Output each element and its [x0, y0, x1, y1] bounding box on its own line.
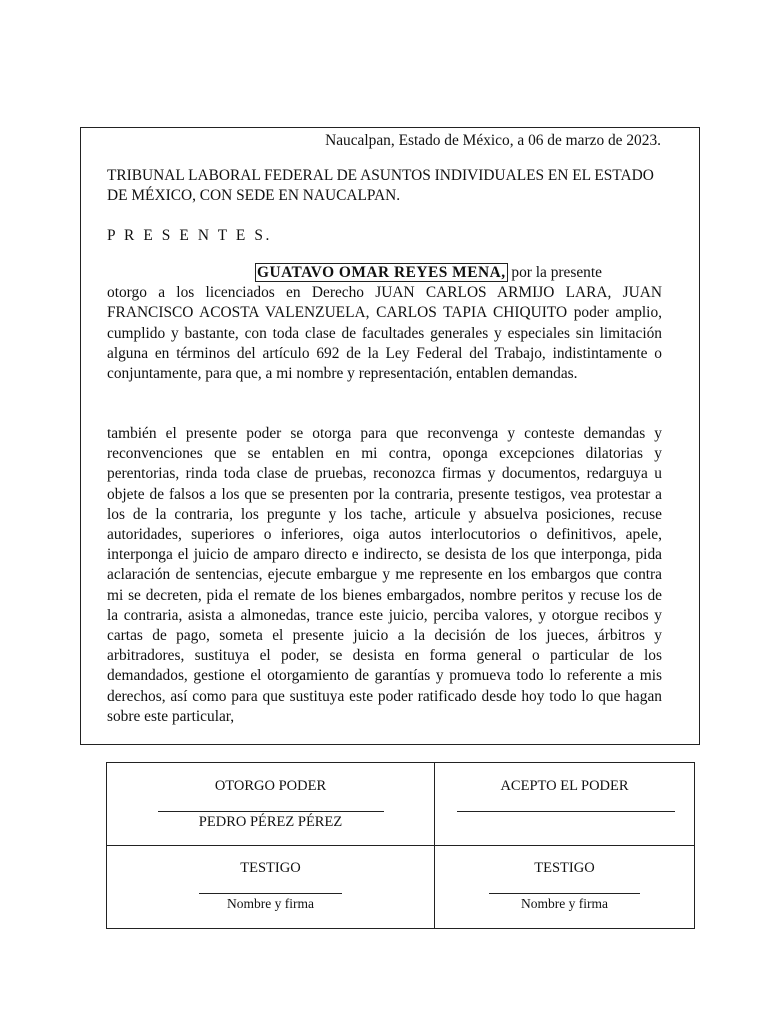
- acceptor-signature-cell: [435, 763, 695, 846]
- grantor-name: PEDRO PÉREZ PÉREZ: [198, 814, 343, 830]
- acceptor-label: ACEPTO EL PODER: [500, 778, 629, 794]
- grantor-name-boxed: GUATAVO OMAR REYES MENA,: [257, 264, 506, 281]
- witness-1-cell: [107, 846, 435, 929]
- witness-2-caption: Nombre y firma: [521, 896, 608, 911]
- presentes-salutation: P R E S E N T E S.: [107, 227, 272, 244]
- grant-body: otorgo a los licenciados en Derecho JUAN CARLOS ARMIJO LARA, JUAN FRANCISCO ACOSTA VALENZUELA, CARLOS TAPIA CHIQUITO poder amplio, cumplido y bastante, con toda clase de facultades generales y especiales sin limitación alguna en términos del artículo 692 de la Ley Federal del Trabajo, indistintamente o conjuntamente, para que, a mi nombre y representación, entablen demandas.: [107, 284, 662, 383]
- grantor-label: OTORGO PODER: [214, 778, 327, 794]
- witness-1-caption: Nombre y firma: [227, 896, 314, 911]
- grant-paragraph: [107, 263, 662, 384]
- witness-2-label: TESTIGO: [534, 860, 595, 876]
- power-of-attorney-text-box: [80, 127, 700, 745]
- acceptor-signature-line: [457, 811, 675, 812]
- date-line: Naucalpan, Estado de México, a 06 de marzo de 2023.: [325, 132, 661, 149]
- powers-paragraph: también el presente poder se otorga para que reconvenga y conteste demandas y reconvenciones que se entablen en mi contra, oponga excepciones dilatorias y perentorias, rinda toda clase de pruebas, reconozca firmas y documentos, redarguya u objete de falsos a los que se presenten por la contraria, presente testigos, vea protestar a los de la contraria, los pregunte y los tache, articule y absuelva posiciones, recuse autoridades, superiores o inferiores, oiga autos interlocutorios o definitivos, apele, interponga el juicio de amparo directo e indirecto, se desista de los que interponga, pida aclaración de sentencias, ejecute embargue y me represente en los embargos que contra mi se decreten, pida el remate de los bienes embargados, nombre peritos y recuse los de la contraria, asista a almonedas, trance este juicio, perciba valores, y otorgue recibos y cartas de pago, someta el presente juicio a la decisión de los jueces, árbitros y arbitradores, sustituya el poder, se desista en forma general o particular de los demandados, gestione el otorgamiento de garantías y promueva todo lo referente a mis derechos, así como para que sustituya este poder ratificado desde hoy todo lo que hagan sobre este particular,: [107, 425, 662, 725]
- witness-1-signature-line: [199, 893, 342, 894]
- tribunal-heading: TRIBUNAL LABORAL FEDERAL DE ASUNTOS INDIVIDUALES EN EL ESTADO DE MÉXICO, CON SEDE EN NAUCALPAN.: [107, 167, 654, 205]
- grantor-signature-cell: [107, 763, 435, 846]
- grant-lead-rest: por la presente: [507, 264, 602, 281]
- signature-table: [106, 762, 695, 929]
- witness-1-label: TESTIGO: [240, 860, 301, 876]
- grantor-signature-line: [158, 811, 384, 812]
- witness-2-cell: [435, 846, 695, 929]
- witness-2-signature-line: [489, 893, 640, 894]
- grant-lead-line: [107, 263, 662, 283]
